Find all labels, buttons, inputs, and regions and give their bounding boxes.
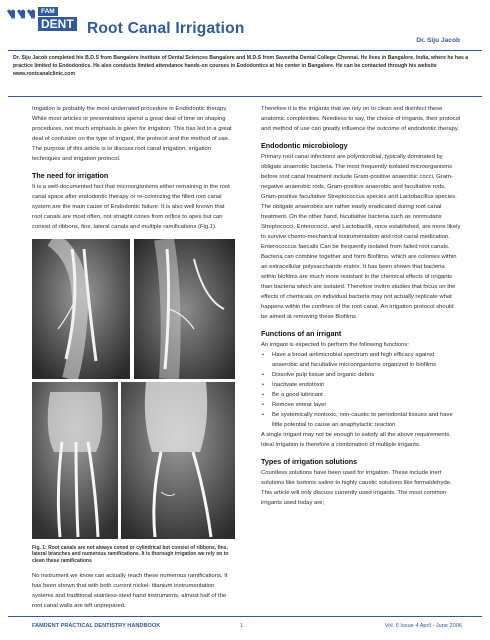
function-item: • Be systemically nontoxic, non-caustic to periodontal tissues and have little potential to cause an anaphylactic reaction — [261, 410, 461, 430]
left-column — [32, 104, 235, 618]
bio-rule — [8, 96, 482, 97]
right-column — [261, 104, 461, 515]
functions-outro: A single irrigant may not be enough to satisfy all the above requirements. Ideal Irrigation is therefore a combination of multiple irrigants. — [261, 432, 451, 448]
function-item: • Inactivate endotoxin — [261, 380, 461, 390]
xray-image-3 — [32, 382, 118, 539]
after-figure-paragraph: No instrument we know can actually reach these numerous ramifications. It has been shown that with both current nickel- titanium instrumentation systems and traditional stainless-steel hand instruments, almost half of the root canal walls are left unprepared. — [32, 573, 228, 610]
need-heading: The need for irrigation — [32, 171, 109, 180]
functions-intro: An irrigant is expected to perform the following functions: — [261, 342, 409, 348]
figure-1-xrays — [32, 239, 235, 539]
author-bio: Dr. Siju Jacob completed his B.D.S from Bangalore Institute of Dental Sciences Bangalore and M.D.S from Saveetha Dental College Chennai. He lives in Bangalore, India, where he has a practice limited to Endodontics. He also conducts limited attendance hands-on courses in Endodontics at his center in Bangalore. He can be contacted through his website www.rootcanalclinic.com — [13, 55, 469, 78]
functions-list — [261, 350, 461, 430]
teeth-icon — [6, 8, 36, 22]
xray-image-2 — [134, 239, 235, 379]
page-title: Root Canal Irrigation — [87, 20, 245, 37]
function-item: • Remove smear layer — [261, 400, 461, 410]
figure-1-caption: Fig. 1: Root canals are not always coned or cylindrical but consist of ribbons, fins, lateral branches and numerous ramifications. It is thorough irrigation we rely on to clean these ramifications — [32, 545, 229, 564]
function-item: • Have a broad antimicrobial spectrum and high efficacy against anaerobic and facultative microorganisms organized in biofilms — [261, 350, 461, 370]
microbiology-heading: Endodontic microbiology — [261, 141, 348, 150]
intro-paragraph: Irrigation is probably the most underrated procedure in Endodontic therapy. While most articles or presentations spend a great deal of time on shaping procedures, not much emphasis is given for irrigation. This has led to a great deal of confusion on the type of irrigant, the protocol and the method of use. The purpose of this article is to discuss root canal irrigation, irrigation techniques and irrigation protocol. — [32, 106, 232, 162]
function-item: • Dissolve pulp tissue and organic debris — [261, 370, 461, 380]
footer-issue: Vol. 6 Issue 4 April - June 2006 — [384, 623, 462, 629]
xray-image-1 — [32, 239, 130, 379]
footer-publication: FAMDENT PRACTICAL DENTISTRY HANDBOOK — [32, 623, 161, 629]
footer-rule — [8, 616, 482, 617]
types-heading: Types of irrigation solutions — [261, 457, 358, 466]
header-rule — [8, 50, 482, 51]
function-item: • Be a good lubricant — [261, 390, 461, 400]
page-header — [0, 0, 490, 50]
logo-fam: FAM — [38, 7, 58, 16]
logo-dent: DENT — [38, 17, 77, 31]
need-paragraph: It is a well-documented fact that microorganisms either remaining in the root canal space after endodontic therapy or re-colonizing the filled root canal system are the main cause of Endodontic failure. It is also well known that root canals are most often, not straight cones from orifice to apex but can consist of ribbons, fins, lateral canals and multiple ramifications (Fig.1). — [32, 184, 230, 230]
functions-heading: Functions of an irrigant — [261, 329, 342, 338]
right-intro-paragraph: Therefore it is the irrigants that we rely on to clean and disinfect these anatomic complexities. Needless to say, the choice of irrigants, their protocol and method of use can greatly influence the outcome of endodontic therapy. — [261, 106, 461, 132]
xray-image-4 — [121, 382, 235, 539]
types-paragraph: Countless solutions have been used for irrigation. These include inert solutions like Isotonic saline to highly caustic solutions like formaldehyde. This article will only discuss currently used irrigants. The most common irrigants used today are; — [261, 470, 452, 506]
famdent-logo — [4, 6, 80, 44]
author-name: Dr. Siju Jacob — [416, 37, 460, 44]
microbiology-paragraph: Primary root canal infections are polymicrobial, typically dominated by obligate anaerobic bacteria. The most frequently isolated microorganisms before root canal treatment include Gram-positive anaerobic cocci, Gram-negative anaerobic rods, Gram-positive anaerobic and facultative rods, Gram-positive facultative Streptococcus species and Lactobacillus species. The obligate anaerobes are rather easily eradicated during root canal treatment. On the other hand, facultative bacteria such as nonmutans Streptococci, Enterococci, and Lactobacilli, once established, are more likely to survive chemo-mechanical instrumentation and root canal medication. Enterococcus faecalis Can be frequently isolated from failed root canals. Bacteria can combine together and form Biofilms, which are colonies within an extracellular polysaccharide matrix. It has been shown that bacteria within biofilms are much more resistant to the chemical effects of irrigants than bacteria which are isolated. Therefore invitro studies that focus on the effects of chemicals on individual bacteria may not actually replicate what happens within the confines of the root canal. An irrigation protocol should be aimed at removing these Biofilms. — [261, 154, 461, 320]
page-number: 1 — [240, 623, 244, 629]
